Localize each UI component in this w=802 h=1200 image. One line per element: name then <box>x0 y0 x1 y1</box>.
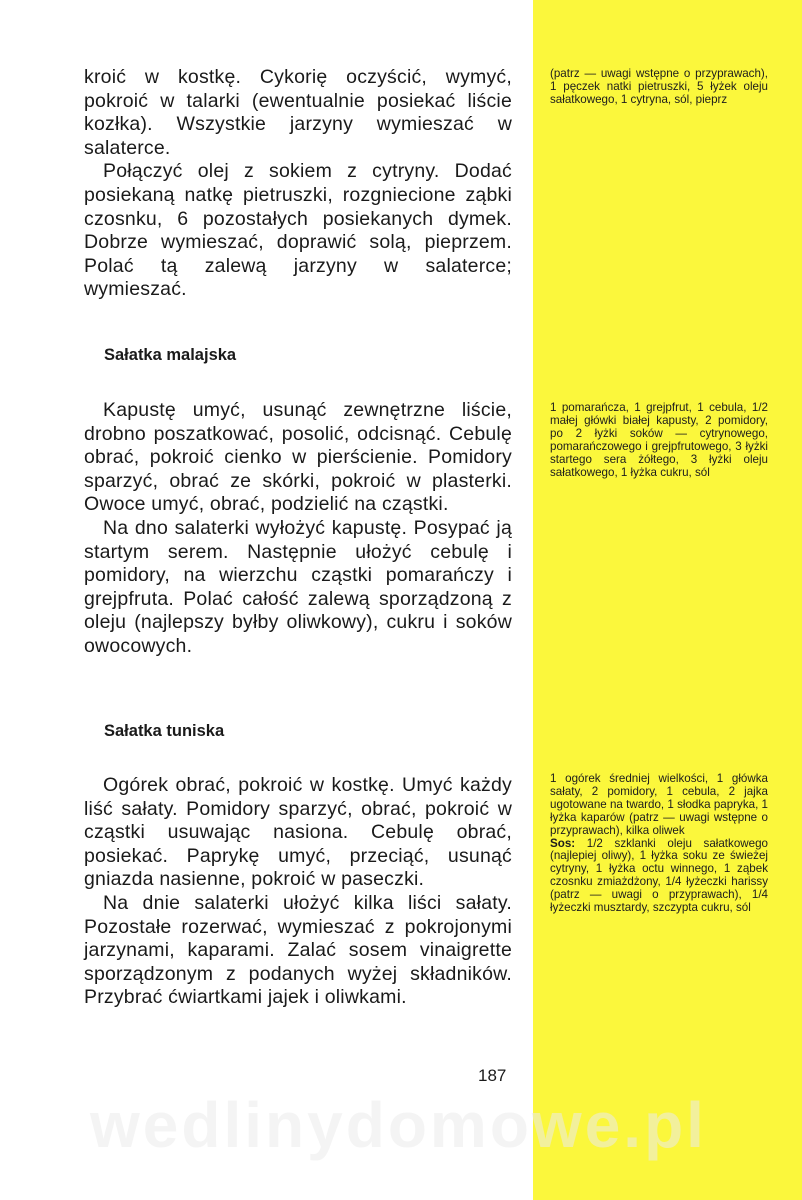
page-number: 187 <box>478 1066 507 1085</box>
malajska-ingredients-note: 1 pomarańcza, 1 grejpfrut, 1 cebula, 1/2 małej główki białej kapusty, 2 pomidory, po 2 łyżki soków — cytrynowego, pomarańczowego i grejpfrutowego, 3 łyżki startego sera żółtego, 3 łyżki oleju sałatkowego, 1 łyżka cukru, sól <box>550 401 768 479</box>
malajska-paragraph-2: Na dno salaterki wyłożyć kapustę. Posypać ją startym serem. Następnie ułożyć cebulę i pomidory, na wierzchu cząstki pomarańczy i grejpfruta. Polać całość zalewą sporządzoną z oleju (najlepszy byłby oliwkowy), cukru i soków owocowych. <box>84 516 512 657</box>
intro-ingredients-note: (patrz — uwagi wstępne o przyprawach), 1 pęczek natki pietruszki, 5 łyżek oleju sałatkowego, 1 cytryna, sól, pieprz <box>550 67 768 106</box>
malajska-text <box>84 399 512 659</box>
tuniska-title: Sałatka tuniska <box>104 722 225 740</box>
malajska-title: Sałatka malajska <box>104 346 237 364</box>
ingredients-sidebar <box>533 0 802 1200</box>
tuniska-text <box>84 774 512 1010</box>
tuniska-ingredients: 1 ogórek średniej wielkości, 1 główka sałaty, 2 pomidory, 1 cebula, 2 jajka ugotowane na twardo, 1 słodka papryka, 1 łyżka kaparów (patrz — uwagi wstępne o przyprawach), kilka oliwek <box>550 772 768 837</box>
intro-paragraph-1: kroić w kostkę. Cykorię oczyścić, wymyć, pokroić w talarki (ewentualnie posiekać liście kozłka). Wszystkie jarzyny wymieszać w salaterce. <box>84 66 512 159</box>
tuniska-paragraph-1: Ogórek obrać, pokroić w kostkę. Umyć każdy liść sałaty. Pomidory sparzyć, obrać, pokroić w cząstki usuwając nasiona. Cebulę obrać, posiekać. Paprykę umyć, przeciąć, usunąć gniazda nasienne, pokroić w paseczki. <box>84 774 512 891</box>
tuniska-ingredients-note <box>550 773 768 915</box>
malajska-paragraph-1: Kapustę umyć, usunąć zewnętrzne liście, drobno poszatkować, posolić, odcisnąć. Cebulę obrać, pokroić cienko w pierścienie. Pomidory sparzyć, obrać ze skórki, pokroić w plasterki. Owoce umyć, obrać, podzielić na cząstki. <box>84 399 512 516</box>
watermark: wedlinydomowe.pl <box>90 1089 707 1161</box>
intro-paragraph-2: Połączyć olej z sokiem z cytryny. Dodać posiekaną natkę pietruszki, rozgniecione ząbki czosnku, 6 pozostałych posiekanych dymek. Dobrze wymieszać, doprawić solą, pieprzem. Polać tą zalewą jarzyny w salaterce; wymieszać. <box>84 160 512 301</box>
tuniska-paragraph-2: Na dnie salaterki ułożyć kilka liści sałaty. Pozostałe rozerwać, wymieszać z pokrojonymi jarzynami, kaparami. Zalać sosem vinaigrette sporządzonym z podanych wyżej składników. Przybrać ćwiartkami jajek i oliwkami. <box>84 891 512 1009</box>
tuniska-sauce: 1/2 szklanki oleju sałatkowego (najlepiej oliwy), 1 łyżka soku ze świeżej cytryny, 1 łyżka octu winnego, 1 ząbek czosnku zmiażdżony, 1/4 łyżeczki harissy (patrz — uwagi o przyprawach), 1/4 łyżeczki musztardy, szczypta cukru, sól <box>550 836 768 915</box>
sauce-label: Sos: <box>550 836 576 850</box>
intro-text <box>84 66 512 302</box>
